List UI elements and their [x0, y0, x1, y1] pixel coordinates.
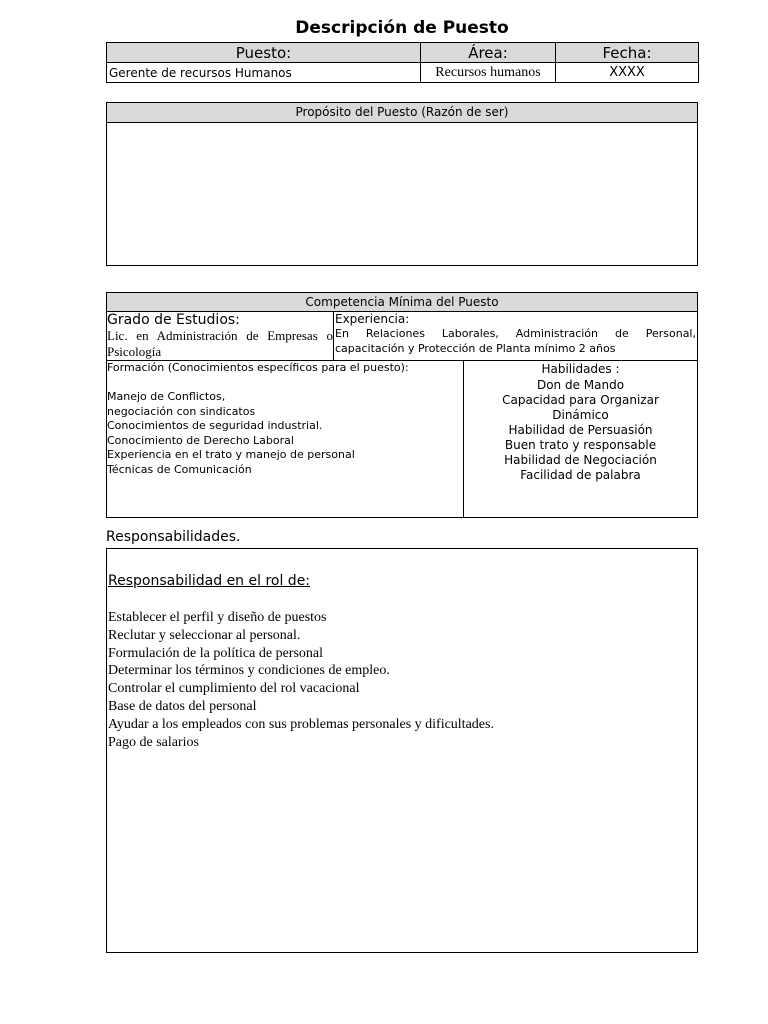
formacion-label: Formación (Conocimientos específicos para el puesto):	[107, 361, 409, 374]
responsabilidades-heading: Responsabilidades.	[106, 529, 241, 545]
habilidades-label: Habilidades :	[541, 362, 620, 376]
proposito-title: Propósito del Puesto (Razón de ser)	[107, 103, 697, 123]
list-item: Facilidad de palabra	[520, 468, 641, 482]
list-item: Conocimientos de seguridad industrial.	[107, 419, 323, 432]
proposito-section	[106, 102, 698, 266]
grado-estudios-label: Grado de Estudios:	[107, 312, 240, 328]
grado-estudios-cell	[107, 312, 334, 361]
list-item: Base de datos del personal	[108, 698, 257, 714]
responsabilidades-list	[108, 609, 494, 751]
document-title: Descripción de Puesto	[295, 18, 509, 38]
area-label: Área:	[421, 43, 556, 63]
list-item: Habilidad de Negociación	[504, 453, 657, 467]
list-item: Pago de salarios	[108, 734, 199, 750]
list-item: Formulación de la política de personal	[108, 645, 323, 661]
list-item: Habilidad de Persuasión	[508, 423, 653, 437]
list-item: negociación con sindicatos	[107, 404, 256, 418]
header-table	[106, 42, 699, 83]
list-item: Buen trato y responsable	[504, 438, 657, 452]
fecha-label: Fecha:	[556, 43, 699, 63]
experiencia-value: En Relaciones Laborales, Administración de Personal, capacitación y Protección de Planta mínimo 2 años	[335, 327, 696, 355]
list-item: Reclutar y seleccionar al personal.	[108, 627, 301, 643]
responsabilidades-section	[106, 548, 698, 953]
list-item: Capacidad para Organizar	[502, 393, 659, 407]
list-item: Establecer el perfil y diseño de puestos	[108, 610, 327, 625]
list-item: Determinar los términos y condiciones de empleo.	[108, 663, 390, 679]
experiencia-label: Experiencia:	[335, 312, 410, 326]
competencia-title: Competencia Mínima del Puesto	[107, 293, 697, 312]
grado-estudios-value: Lic. en Administración de Empresas o Psicología	[107, 328, 333, 359]
list-item: Ayudar a los empleados con sus problemas personales y dificultades.	[108, 716, 494, 732]
rol-label: Responsabilidad en el rol de:	[108, 573, 311, 589]
list-item: Conocimiento de Derecho Laboral	[107, 433, 294, 447]
fecha-value: XXXX	[556, 63, 699, 83]
list-item: Don de Mando	[536, 378, 625, 392]
puesto-label: Puesto:	[107, 43, 421, 63]
competencia-section	[106, 292, 698, 518]
experiencia-cell	[334, 312, 697, 361]
list-item: Controlar el cumplimiento del rol vacacional	[108, 681, 360, 697]
list-item: Dinámico	[552, 408, 609, 422]
formacion-cell	[107, 361, 464, 517]
area-value: Recursos humanos	[421, 63, 556, 83]
list-item: Técnicas de Comunicación	[107, 462, 252, 476]
list-item: Manejo de Conflictos,	[107, 390, 226, 403]
list-item: Experiencia en el trato y manejo de personal	[107, 448, 355, 461]
habilidades-cell	[464, 361, 697, 517]
puesto-value: Gerente de recursos Humanos	[107, 63, 421, 83]
